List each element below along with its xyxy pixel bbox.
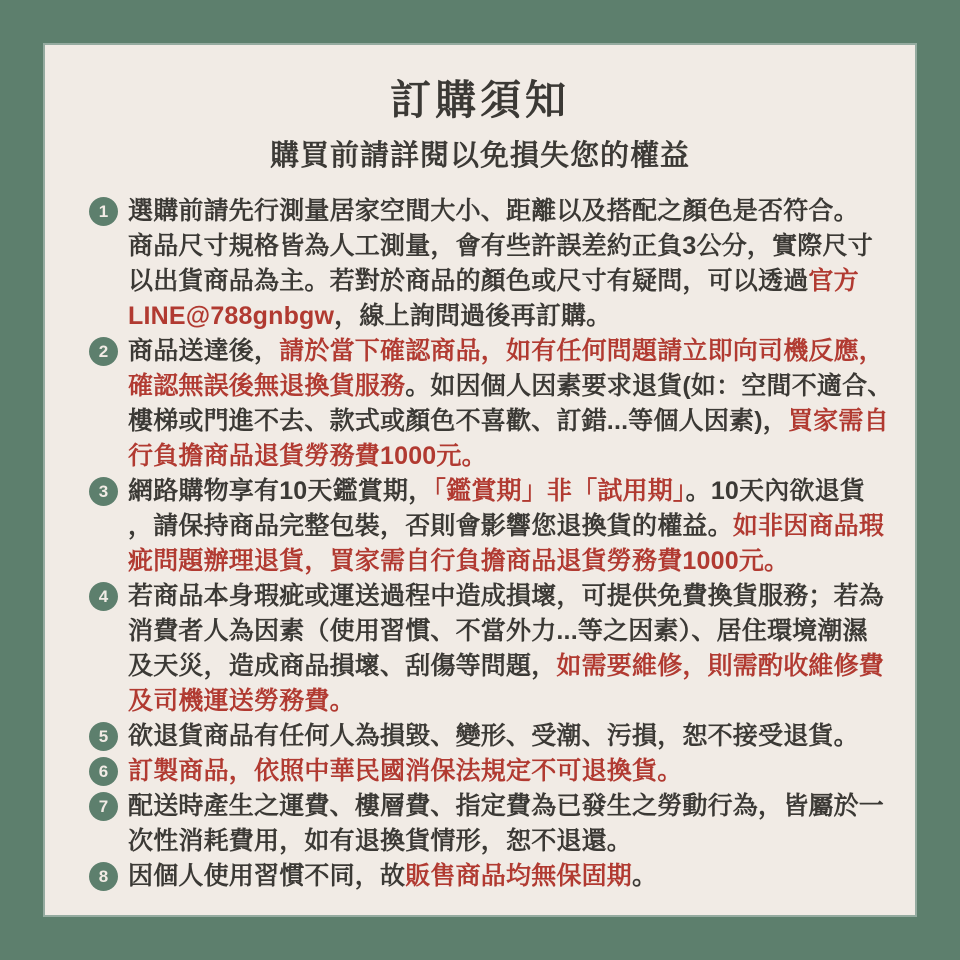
notice-item-text bbox=[128, 789, 884, 859]
notice-line bbox=[128, 579, 884, 614]
highlighted-text: 疵問題辦理退貨，買家需自行負擔商品退貨勞務費1000元。 bbox=[128, 547, 790, 575]
notice-line bbox=[128, 719, 859, 754]
notice-item bbox=[89, 859, 885, 894]
item-number-badge: 3 bbox=[89, 477, 118, 506]
notice-item bbox=[89, 754, 885, 789]
notice-line bbox=[128, 789, 884, 824]
body-text: 樓梯或門進不去、款式或顏色不喜歡、訂錯...等個人因素)， bbox=[128, 407, 788, 435]
highlighted-text: 訂製商品，依照中華民國消保法規定不可退換貨。 bbox=[128, 757, 683, 785]
highlighted-text: 「鑑賞期」非「試用期」 bbox=[433, 477, 686, 505]
highlighted-text: LINE@788gnbgw bbox=[128, 302, 335, 330]
body-text: ，線上詢問過後再訂購。 bbox=[334, 302, 612, 330]
notice-line bbox=[128, 404, 893, 439]
item-number-badge: 4 bbox=[89, 582, 118, 611]
highlighted-text: 及司機運送勞務費。 bbox=[128, 687, 355, 715]
highlighted-text: 行負擔商品退貨勞務費1000元。 bbox=[128, 442, 487, 470]
body-text: 。如因個人因素要求退貨(如：空間不適合、 bbox=[405, 372, 893, 400]
notice-line bbox=[128, 824, 884, 859]
item-number-badge: 5 bbox=[89, 722, 118, 751]
body-text: 商品尺寸規格皆為人工測量，會有些許誤差約正負3公分，實際尺寸 bbox=[128, 232, 873, 260]
highlighted-text: 官方 bbox=[808, 267, 859, 295]
notice-list bbox=[89, 194, 893, 894]
notice-item-text bbox=[128, 859, 657, 894]
notice-line bbox=[128, 754, 682, 789]
body-text: 網路購物享有10天鑑賞期， bbox=[128, 477, 434, 505]
highlighted-text: 如非因商品瑕 bbox=[732, 512, 885, 540]
body-text: 選購前請先行測量居家空間大小、距離以及搭配之顏色是否符合。 bbox=[128, 197, 859, 225]
notice-item-text bbox=[128, 474, 884, 579]
notice-line bbox=[128, 859, 657, 894]
highlighted-text: 買家需自 bbox=[787, 407, 889, 435]
item-number-badge: 6 bbox=[89, 757, 118, 786]
notice-line bbox=[128, 614, 884, 649]
notice-item bbox=[89, 789, 885, 859]
body-text: 消費者人為因素（使用習慣、不當外力...等之因素）、居住環境潮濕 bbox=[128, 617, 868, 645]
notice-line bbox=[128, 509, 884, 544]
body-text: 。 bbox=[632, 862, 658, 890]
notice-line bbox=[128, 334, 893, 369]
body-text: 因個人使用習慣不同，故 bbox=[128, 862, 406, 890]
notice-line bbox=[128, 299, 873, 334]
highlighted-text: 販售商品均無保固期 bbox=[405, 862, 633, 890]
item-number-badge: 7 bbox=[89, 792, 118, 821]
page-subtitle: 購買前請詳閱以免損失您的權益 bbox=[269, 140, 690, 172]
highlighted-text: 確認無誤後無退換貨服務 bbox=[128, 372, 406, 400]
body-text: ，請保持商品完整包裝，否則會影響您退換貨的權益。 bbox=[128, 512, 733, 540]
highlighted-text: 請於當下確認商品，如有任何問題請立即向司機反應， bbox=[279, 337, 885, 365]
body-text: 。10天內欲退貨 bbox=[685, 477, 866, 505]
notice-item bbox=[89, 719, 885, 754]
item-number-badge: 2 bbox=[89, 337, 118, 366]
highlighted-text: 如需要維修，則需酌收維修費 bbox=[556, 652, 885, 680]
notice-line bbox=[128, 194, 873, 229]
notice-item bbox=[89, 579, 885, 719]
notice-line bbox=[128, 369, 893, 404]
notice-item-text bbox=[128, 334, 893, 474]
body-text: 欲退貨商品有任何人為損毀、變形、受潮、污損，恕不接受退貨。 bbox=[128, 722, 859, 750]
page-title: 訂購須知 bbox=[390, 77, 570, 123]
notice-line bbox=[128, 474, 884, 509]
notice-line bbox=[128, 229, 873, 264]
notice-item-text bbox=[128, 579, 884, 719]
notice-line bbox=[128, 264, 873, 299]
notice-item bbox=[89, 474, 885, 579]
notice-line bbox=[128, 544, 884, 579]
body-text: 及天災，造成商品損壞、刮傷等問題， bbox=[128, 652, 557, 680]
notice-line bbox=[128, 439, 893, 474]
body-text: 若商品本身瑕疵或運送過程中造成損壞，可提供免費換貨服務；若為 bbox=[128, 582, 885, 610]
body-text: 以出貨商品為主。若對於商品的顏色或尺寸有疑問，可以透過 bbox=[128, 267, 809, 295]
notice-panel bbox=[45, 45, 915, 915]
body-text: 次性消耗費用，如有退換貨情形，恕不退還。 bbox=[128, 827, 633, 855]
notice-item-text bbox=[128, 719, 859, 754]
body-text: 配送時產生之運費、樓層費、指定費為已發生之勞動行為，皆屬於一 bbox=[128, 792, 885, 820]
body-text: 商品送達後， bbox=[128, 337, 280, 365]
notice-line bbox=[128, 684, 884, 719]
notice-item bbox=[89, 194, 885, 334]
item-number-badge: 8 bbox=[89, 862, 118, 891]
item-number-badge: 1 bbox=[89, 197, 118, 226]
notice-line bbox=[128, 649, 884, 684]
notice-item-text bbox=[128, 194, 873, 334]
notice-item-text bbox=[128, 754, 682, 789]
notice-item bbox=[89, 334, 893, 474]
